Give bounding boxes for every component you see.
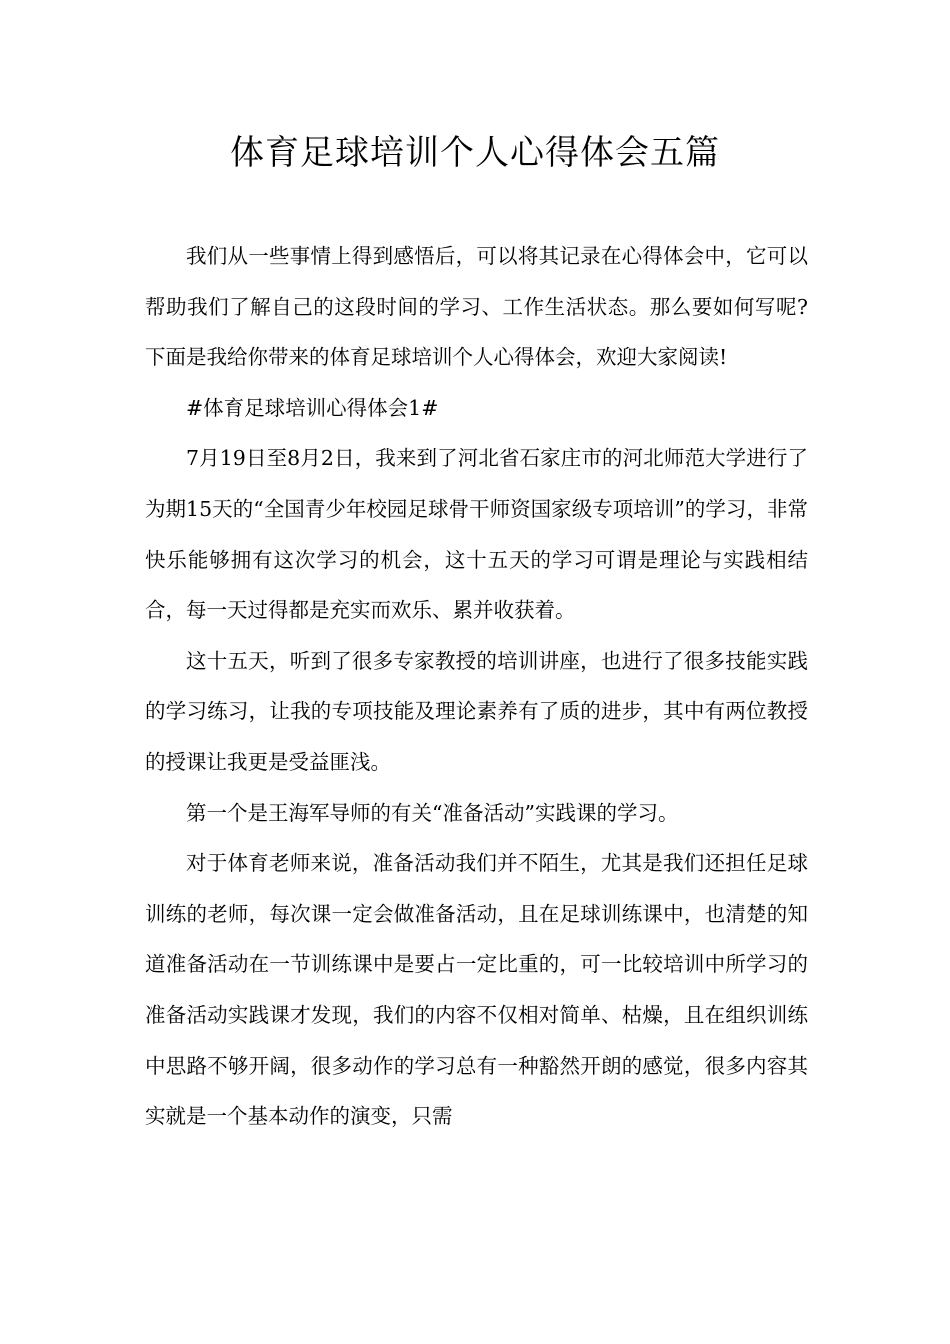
paragraph-first-lecturer: 第一个是王海军导师的有关“准备活动”实践课的学习。 bbox=[186, 800, 679, 825]
paragraph-warmup-reflection: 对于体育老师来说，准备活动我们并不陌生，尤其是我们还担任足球训练的老师，每次课一定会做准备活动，且在足球训练课中，也清楚的知道准备活动在一节训练课中是要占一定比重的，可一比较培训中所学习的准备活动实践课才发现，我们的内容不仅相对简单、枯燥，且在组织训练中思路不够开阔，很多动作的学习总有一种豁然开朗的感觉，很多内容其实就是一个基本动作的演变，只需 bbox=[145, 851, 808, 1129]
paragraph-fifteen-days: 这十五天，听到了很多专家教授的培训讲座，也进行了很多技能实践的学习练习，让我的专项技能及理论素养有了质的进步，其中有两位教授的授课让我更是受益匪浅。 bbox=[145, 648, 808, 774]
paragraph-training-overview: 7月19日至8月2日，我来到了河北省石家庄市的河北师范大学进行了为期15天的“全国青少年校园足球骨干师资国家级专项培训”的学习，非常快乐能够拥有这次学习的机会，这十五天的学习可谓是理论与实践相结合，每一天过得都是充实而欢乐、累并收获着。 bbox=[145, 446, 808, 623]
document-title: 体育足球培训个人心得体会五篇 bbox=[230, 133, 720, 173]
paragraph-section-heading: #体育足球培训心得体会1# bbox=[186, 395, 439, 420]
paragraph-intro: 我们从一些事情上得到感悟后，可以将其记录在心得体会中，它可以帮助我们了解自己的这段时间的学习、工作生活状态。那么要如何写呢?下面是我给你带来的体育足球培训个人心得体会，欢迎大家阅读! bbox=[145, 244, 808, 370]
document-body bbox=[145, 231, 808, 1142]
